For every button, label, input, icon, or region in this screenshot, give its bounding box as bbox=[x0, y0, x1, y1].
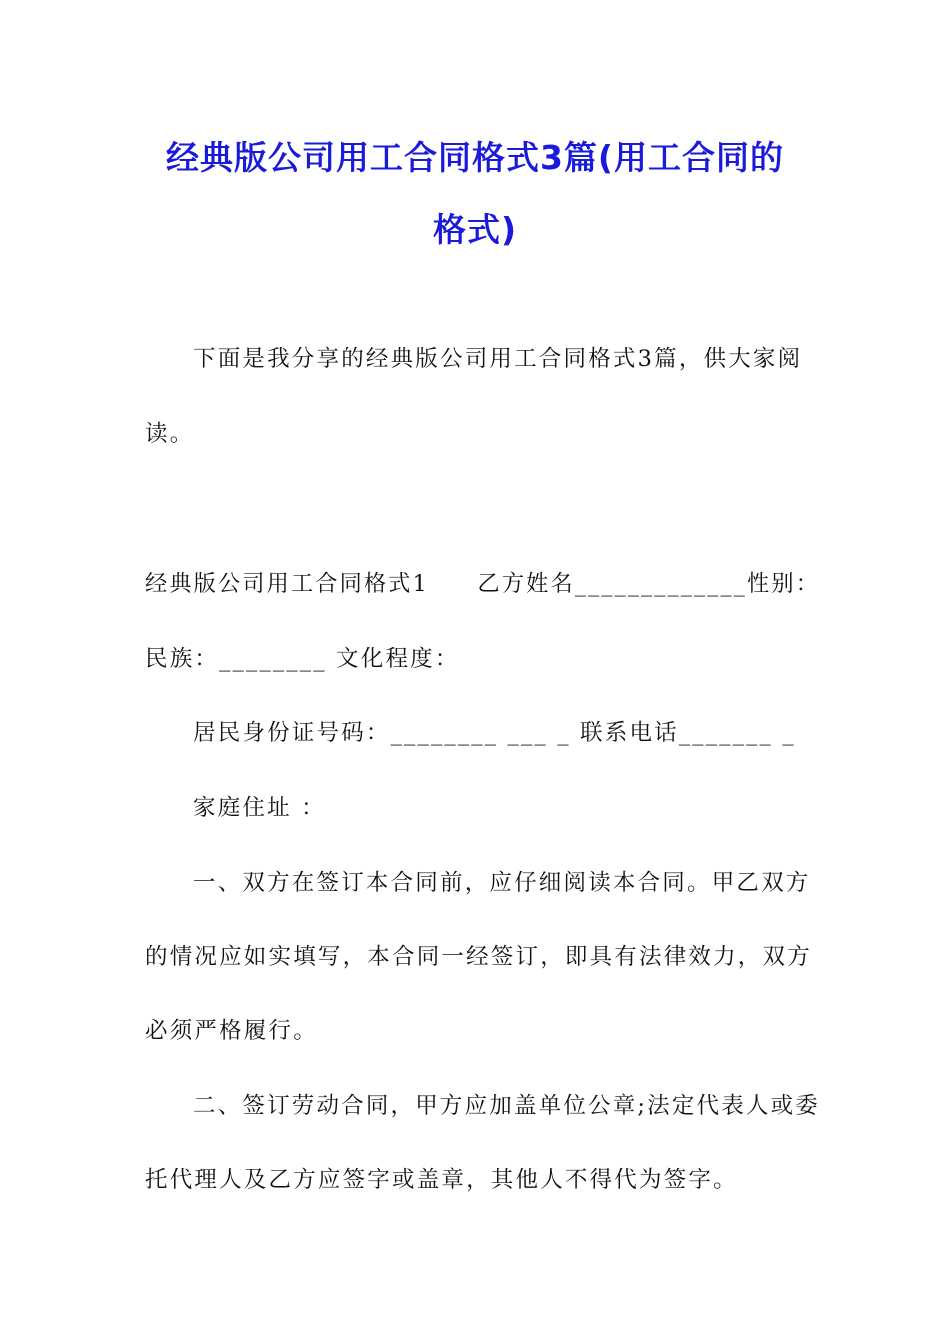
clause-2-line-2: 托代理人及乙方应签字或盖章，其他人不得代为签字。 bbox=[145, 1167, 738, 1193]
clause-1-line-1: 一、双方在签订本合同前，应仔细阅读本合同。甲乙双方 bbox=[193, 870, 811, 896]
intro-paragraph-line-2: 读。 bbox=[145, 421, 195, 447]
intro-paragraph-line-1: 下面是我分享的经典版公司用工合同格式3篇，供大家阅 bbox=[193, 346, 803, 372]
clause-1-line-2: 的情况应如实填写，本合同一经签订，即具有法律效力，双方 bbox=[145, 944, 812, 970]
id-phone-line: 居民身份证号码：________ ___ _ 联系电话_______ _ bbox=[193, 720, 796, 746]
clause-2-line-1: 二、签订劳动合同，甲方应加盖单位公章;法定代表人或委 bbox=[193, 1093, 820, 1119]
clause-1-line-3: 必须严格履行。 bbox=[145, 1018, 318, 1044]
home-address-line: 家庭住址 ： bbox=[193, 795, 326, 821]
document-title-line-2: 格式) bbox=[432, 210, 518, 249]
ethnicity-education-line: 民族：________ 文化程度： bbox=[145, 646, 460, 672]
section1-heading-line: 经典版公司用工合同格式1 乙方姓名_____________性别： bbox=[145, 571, 821, 597]
document-title-line-1: 经典版公司用工合同格式3篇(用工合同的 bbox=[165, 138, 785, 177]
